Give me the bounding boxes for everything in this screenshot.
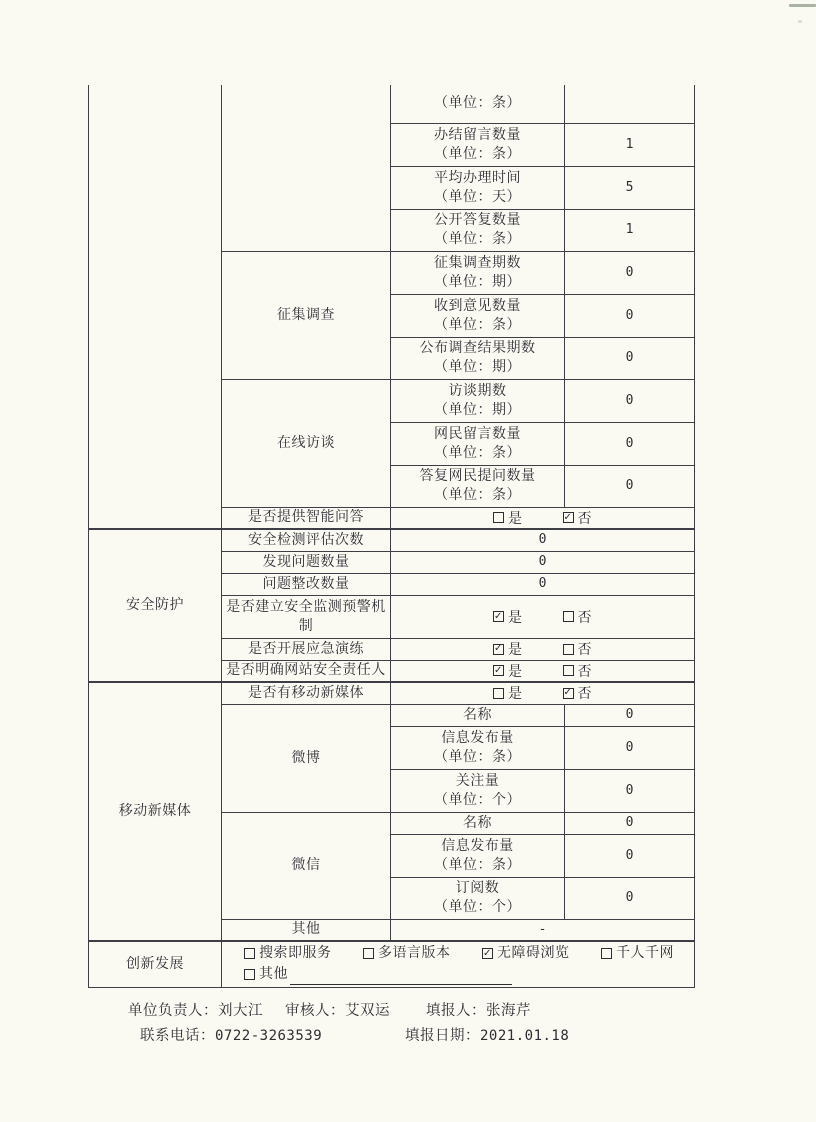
- checkbox-yes: [493, 683, 523, 703]
- checked-box-icon: ✓: [483, 947, 492, 959]
- value-text: 0: [538, 532, 547, 548]
- table-row: [89, 85, 695, 123]
- value-text: 0: [625, 264, 634, 280]
- metric-label: [391, 465, 565, 507]
- label-line: 是否开展应急演练: [248, 641, 364, 657]
- checked-box-icon: ✓: [563, 511, 573, 523]
- label-line: （单位：天）: [434, 189, 521, 205]
- checkbox-other: [244, 964, 288, 985]
- checked-box-icon: ✓: [494, 643, 503, 654]
- label-line: （单位：个）: [434, 792, 521, 808]
- question-label: [222, 638, 391, 660]
- other-blank-line: [290, 970, 512, 985]
- yes-no-group: [391, 683, 694, 703]
- checkbox-label: 是: [508, 511, 523, 527]
- checkbox-label: 否: [577, 687, 592, 703]
- value-text: 1: [625, 136, 634, 152]
- empty-box-icon: [244, 948, 255, 959]
- innovation-other-row: [222, 964, 694, 985]
- checkbox-option: [601, 943, 674, 964]
- label-line: 是否建立安全监测预警机: [226, 599, 386, 615]
- metric-label: [391, 337, 565, 379]
- metric-label: [391, 877, 565, 919]
- checkbox-no: [563, 639, 593, 659]
- contact-phone-label: 联系电话：: [140, 1028, 215, 1044]
- checkbox-label: 千人千网: [616, 946, 674, 962]
- metric-label: [391, 379, 565, 422]
- empty-box-icon: [493, 512, 504, 523]
- report-table-body: [89, 85, 695, 987]
- yes-no-checks: [391, 595, 695, 638]
- label-line: （单位：条）: [434, 146, 521, 162]
- label-line: 是否有移动新媒体: [248, 685, 364, 701]
- value-text: 0: [538, 576, 547, 591]
- metric-value: [565, 85, 695, 123]
- checkbox-label: 是: [508, 610, 523, 626]
- label-line: 问题整改数量: [262, 576, 350, 592]
- checkbox-label: 是: [508, 687, 523, 703]
- label-line: 在线访谈: [277, 435, 335, 451]
- checkbox-yes: [493, 508, 523, 528]
- metric-label: [391, 834, 565, 877]
- label-line: （单位：条）: [434, 488, 521, 503]
- checkbox-option: [363, 943, 451, 964]
- metric-value: [565, 422, 695, 465]
- checkbox-label: 其他: [259, 967, 288, 983]
- label-line: （单位：期）: [434, 360, 521, 375]
- yes-no-checks: [391, 507, 695, 529]
- metric-value: [565, 704, 695, 726]
- checkbox-label: 是: [508, 664, 523, 680]
- checkbox-yes: [493, 607, 523, 627]
- metric-value: [565, 812, 695, 834]
- label-line: 安全检测评估次数: [248, 532, 364, 548]
- yes-no-group: [391, 639, 694, 659]
- value-text: 0: [625, 435, 634, 451]
- metric-label: [391, 704, 565, 726]
- contact-phone: [140, 1024, 322, 1045]
- label-line: 其他: [291, 922, 321, 938]
- value-text: 0: [625, 847, 634, 863]
- value-text: 0: [625, 707, 634, 722]
- reviewer-value: 艾双运: [345, 1003, 390, 1019]
- checkbox-no: [563, 508, 593, 528]
- checkbox-no: [563, 607, 593, 627]
- group-innovation: [89, 941, 222, 987]
- empty-box-icon: [244, 969, 255, 980]
- checkbox-no: [563, 661, 593, 681]
- yes-no-checks: [391, 660, 695, 682]
- table-row: [89, 682, 695, 704]
- checkbox-label: 无障碍浏览: [497, 946, 570, 962]
- label-line: 订阅数: [455, 881, 500, 896]
- unit-head: [128, 999, 263, 1020]
- label-line: 访谈期数: [448, 383, 507, 399]
- metric-label: [391, 294, 565, 337]
- report-date-label: 填报日期：: [405, 1028, 480, 1044]
- group-survey: [222, 251, 391, 379]
- question-label: [222, 660, 391, 682]
- label-line: 制: [298, 618, 314, 634]
- metric-value: [391, 919, 695, 941]
- label-line: （单位：期）: [434, 402, 521, 418]
- value-text: 0: [625, 739, 634, 755]
- filler: [426, 999, 531, 1020]
- yes-no-group: [391, 607, 694, 627]
- value-text: 0: [625, 307, 634, 323]
- label-line: 平均办理时间: [434, 170, 521, 186]
- category-cell-empty: [89, 85, 222, 529]
- value-text: 5: [625, 179, 634, 195]
- value-text: 0: [625, 392, 634, 408]
- filler-value: 张海芹: [486, 1003, 531, 1019]
- label-line: 办结留言数量: [434, 127, 521, 143]
- metric-value: [391, 573, 695, 595]
- metric-label: [391, 726, 565, 769]
- metric-value: [565, 379, 695, 422]
- question-label: [222, 529, 391, 551]
- metric-label: [391, 422, 565, 465]
- label-line: （单位：条）: [434, 232, 521, 247]
- label-line: 征集调查期数: [434, 255, 521, 271]
- filler-label: 填报人：: [426, 1003, 486, 1019]
- table-row: [89, 529, 695, 551]
- value-text: 0: [625, 478, 634, 493]
- label-line: （单位：条）: [434, 857, 521, 873]
- report-table: [88, 85, 695, 988]
- unit-head-label: 单位负责人：: [128, 1003, 218, 1019]
- yes-no-checks: [391, 682, 695, 704]
- label-line: （单位：条）: [434, 445, 521, 461]
- group-new-media: [89, 682, 222, 941]
- scan-artifact-dot: [798, 20, 802, 23]
- label-line: （单位：个）: [434, 900, 521, 915]
- unit-head-value: 刘大江: [218, 1003, 263, 1019]
- metric-value: [565, 294, 695, 337]
- label-line: 信息发布量: [441, 838, 514, 854]
- label-line: 是否提供智能问答: [248, 510, 364, 526]
- checkbox-label: 否: [577, 643, 592, 658]
- report-date-value: 2021.01.18: [480, 1028, 570, 1044]
- checked-box-icon: ✓: [494, 664, 503, 676]
- value-text: 1: [625, 222, 634, 237]
- question-label: [222, 682, 391, 704]
- label-line: （单位：条）: [434, 96, 521, 112]
- yes-no-group: [391, 508, 694, 528]
- checkbox-yes: [493, 639, 523, 659]
- value-text: 0: [625, 815, 634, 830]
- empty-box-icon: [601, 948, 612, 959]
- scan-artifact-dash: [789, 4, 816, 7]
- metric-value: [565, 209, 695, 251]
- value-text: 0: [625, 890, 634, 905]
- question-label: [222, 595, 391, 638]
- question-label: [222, 573, 391, 595]
- label-line: 收到意见数量: [434, 298, 521, 314]
- group-wechat: [222, 812, 391, 919]
- metric-label: [391, 85, 565, 123]
- checked-box-icon: ✓: [494, 610, 503, 622]
- label-line: 征集调查: [277, 307, 335, 323]
- metric-label: [391, 209, 565, 251]
- empty-box-icon: [563, 611, 574, 622]
- metric-value: [565, 726, 695, 769]
- metric-value: [391, 551, 695, 573]
- label-line: 发现问题数量: [262, 554, 350, 570]
- checkbox-label: 否: [577, 664, 592, 680]
- group-security: [89, 529, 222, 682]
- report-date: [405, 1024, 569, 1045]
- label-line: 微博: [291, 750, 321, 766]
- checkbox-label: 否: [577, 610, 592, 626]
- metric-value: [565, 337, 695, 379]
- metric-value: [565, 877, 695, 919]
- label-line: 关注量: [455, 773, 500, 789]
- reviewer-label: 审核人：: [285, 1003, 345, 1019]
- question-label: [222, 551, 391, 573]
- metric-label: [391, 812, 565, 834]
- value-text: 0: [538, 554, 547, 569]
- empty-box-icon: [563, 665, 574, 676]
- empty-box-icon: [563, 644, 574, 655]
- checkbox-option: [244, 943, 332, 964]
- value-text: -: [538, 921, 547, 937]
- other-label: [222, 919, 391, 941]
- contact-phone-value: 0722-3263539: [215, 1028, 323, 1044]
- label-line: 安全防护: [126, 598, 184, 613]
- metric-label: [391, 166, 565, 209]
- metric-value: [565, 769, 695, 812]
- metric-value: [565, 251, 695, 294]
- label-line: 公开答复数量: [434, 213, 521, 228]
- yes-no-group: [391, 661, 694, 681]
- subcategory-cell-empty: [222, 85, 391, 251]
- checkbox-yes: [493, 661, 523, 681]
- metric-label: [391, 123, 565, 166]
- label-line: （单位：条）: [434, 317, 521, 333]
- checkbox-label: 搜索即服务: [259, 946, 332, 962]
- label-line: 名称: [463, 815, 492, 831]
- checkbox-option: [482, 943, 570, 964]
- label-line: （单位：条）: [434, 749, 521, 765]
- checked-box-icon: ✓: [563, 687, 573, 699]
- label-line: 答复网民提问数量: [419, 469, 536, 484]
- question-label: [222, 507, 391, 529]
- metric-value: [391, 529, 695, 551]
- metric-value: [565, 465, 695, 507]
- empty-box-icon: [363, 948, 374, 959]
- metric-value: [565, 123, 695, 166]
- table-row: [89, 941, 695, 987]
- label-line: 是否明确网站安全责任人: [226, 663, 386, 679]
- label-line: 名称: [463, 707, 492, 723]
- metric-label: [391, 769, 565, 812]
- innovation-options: [222, 941, 695, 987]
- value-text: 0: [625, 350, 634, 365]
- checkbox-label: 多语言版本: [378, 946, 451, 962]
- innovation-options-row: [222, 943, 694, 964]
- label-line: 信息发布量: [441, 730, 514, 746]
- metric-value: [565, 166, 695, 209]
- label-line: 网民留言数量: [434, 426, 521, 442]
- label-line: （单位：期）: [434, 274, 521, 290]
- metric-label: [391, 251, 565, 294]
- metric-value: [565, 834, 695, 877]
- label-line: 公布调查结果期数: [419, 341, 536, 356]
- checkbox-label: 是: [508, 643, 523, 658]
- group-weibo: [222, 704, 391, 812]
- reviewer: [285, 999, 390, 1020]
- empty-box-icon: [493, 688, 504, 699]
- yes-no-checks: [391, 638, 695, 660]
- group-interview: [222, 379, 391, 507]
- checkbox-no: [563, 683, 593, 703]
- label-line: 创新发展: [126, 956, 184, 972]
- checkbox-label: 否: [577, 511, 592, 527]
- value-text: 0: [625, 782, 634, 798]
- label-line: 微信: [291, 858, 321, 873]
- label-line: 移动新媒体: [118, 804, 192, 819]
